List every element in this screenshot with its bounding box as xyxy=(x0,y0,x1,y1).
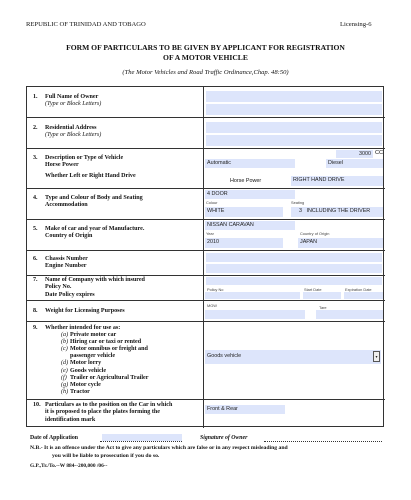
use-options-list xyxy=(33,332,148,396)
nb-warning-line1: N.B.- It is an offence under the Act to give any particulars which are false or in any respect misleading and xyxy=(30,445,288,451)
year-caption: Year xyxy=(206,231,214,236)
cc-unit: CC xyxy=(375,150,384,156)
form-title-line2: OF A MOTOR VEHICLE xyxy=(163,53,248,62)
row-intended-use: 9. Whether intended for use as: (a) Private motor car (b) Hiring car or taxi or rented (c) Motor omnibus or freight and passenger vehicle (d) Motor lorry (e) Goods vehicle (f) Trailer or Agricultural Trailer (g) Motor cycle (h) Tractor Goods vehicle ▾ xyxy=(27,322,385,400)
chevron-down-icon[interactable]: ▾ xyxy=(373,351,380,362)
drive-side-field[interactable]: RIGHT HAND DRIVE xyxy=(291,176,383,186)
signature-line xyxy=(264,441,382,442)
policy-number-field[interactable] xyxy=(205,292,300,299)
nb-warning-line2: you will be liable to prosecution if you do so. xyxy=(52,453,160,459)
insurance-company-field[interactable] xyxy=(206,277,382,285)
owner-name-note: (Type or Block Letters) xyxy=(45,101,102,108)
start-date-caption: Start Date xyxy=(304,287,322,292)
fuel-type-field[interactable]: Diesel xyxy=(326,159,383,168)
intended-use-select[interactable]: Goods vehicle ▾ xyxy=(205,350,381,364)
ordinance-subtitle: (The Motor Vehicles and Road Traffic Ordinance,Chap. 48:50) xyxy=(122,69,289,76)
engine-number-field[interactable] xyxy=(206,264,382,273)
tare-caption: Tare xyxy=(319,305,327,310)
form-title-line1: FORM OF PARTICULARS TO BE GIVEN BY APPLICANT FOR REGISTRATION xyxy=(66,43,345,52)
row-weight: 8. Weight for Licensing Purposes MGW Tare xyxy=(27,301,385,322)
mgw-field[interactable] xyxy=(205,310,305,319)
address-field-line2[interactable] xyxy=(206,135,382,146)
date-of-application-label: Date of Application xyxy=(30,435,78,441)
particulars-form xyxy=(26,86,384,427)
row-make-year: 5. Make of car and year of Manufacture. Country of Origin NISSAN CARAVAN Year Country of Origin 2010 JAPAN xyxy=(27,220,385,251)
seating-field[interactable]: 3 INCLUDING THE DRIVER xyxy=(291,207,383,217)
body-type-field[interactable]: 4 DOOR xyxy=(205,190,295,199)
row-plate-position: 10. Particulars as to the position on the Car in which it is proposed to place the plates forming the identification mark Front & Rear xyxy=(27,400,385,428)
row-vehicle-description: 3. Description or Type of Vehicle Horse Power Whether Left or Right Hand Drive 3000 CC Automatic Diesel Horse Power RIGHT HAND DRIVE xyxy=(27,149,385,189)
use-option-item: (h) Tractor xyxy=(61,388,90,395)
print-code: G.P.,Tr./To.--W 884--200,000 /06-- xyxy=(30,463,108,469)
tare-field[interactable] xyxy=(316,310,383,319)
use-option-item: (b) Hiring car or taxi or rented xyxy=(61,339,142,346)
engine-cc-field[interactable]: 3000 xyxy=(336,150,373,158)
row-body-seating: 4. Type and Colour of Body and Seating Accommodation 4 DOOR Colour Seating WHITE 3 INCLUDING THE DRIVER xyxy=(27,189,385,220)
row-chassis-engine: 6. Chassis Number Engine Number xyxy=(27,251,385,276)
use-option-item: passenger vehicle xyxy=(70,353,116,360)
seating-caption: Seating xyxy=(291,200,305,205)
use-option-item: (a) Private motor car xyxy=(61,332,117,339)
country-field[interactable]: JAPAN xyxy=(298,238,383,248)
country-caption: Country of Origin xyxy=(300,231,330,236)
use-option-item: (e) Goods vehicle xyxy=(61,367,107,374)
address-field[interactable] xyxy=(206,122,382,133)
form-code: Licensing-6 xyxy=(340,21,372,28)
republic-heading: REPUBLIC OF TRINIDAD AND TOBAGO xyxy=(26,21,146,28)
chassis-number-field[interactable] xyxy=(206,253,382,262)
use-option-item: (g) Motor cycle xyxy=(61,381,101,388)
horse-power-caption: Horse Power xyxy=(230,178,262,184)
address-note: (Type or Block Letters) xyxy=(45,132,102,139)
colour-caption: Colour xyxy=(206,200,218,205)
expiration-date-field[interactable] xyxy=(344,292,383,299)
colour-field[interactable]: WHITE xyxy=(205,207,283,217)
row-residential-address: 2. Residential Address (Type or Block Letters) xyxy=(27,118,385,149)
transmission-field[interactable]: Automatic xyxy=(205,159,295,168)
make-model-field[interactable]: NISSAN CARAVAN xyxy=(205,221,295,230)
signature-label: Signature of Owner xyxy=(200,435,248,441)
start-date-field[interactable] xyxy=(303,292,341,299)
plate-position-field[interactable]: Front & Rear xyxy=(205,405,285,414)
year-field[interactable]: 2010 xyxy=(205,238,283,248)
policy-no-caption: Policy No xyxy=(207,287,224,292)
row-owner-name: 1. Full Name of Owner (Type or Block Letters) xyxy=(27,87,385,118)
row-insurance: 7. Name of Company with which insured Policy No. Date Policy expires Policy No Start Date Expiration Date xyxy=(27,276,385,301)
use-option-item: (d) Motor lorry xyxy=(61,360,102,367)
owner-name-field[interactable] xyxy=(206,91,382,102)
use-option-item: (c) Motor omnibus or freight and xyxy=(61,346,148,353)
date-of-application-line xyxy=(100,441,182,442)
expiration-date-caption: Expiration Date xyxy=(345,287,372,292)
date-of-application-field[interactable] xyxy=(102,434,182,441)
use-option-item: (f) Trailer or Agricultural Trailer xyxy=(61,374,149,381)
mgw-caption: MGW xyxy=(207,303,217,308)
owner-name-field-line2[interactable] xyxy=(206,104,382,115)
